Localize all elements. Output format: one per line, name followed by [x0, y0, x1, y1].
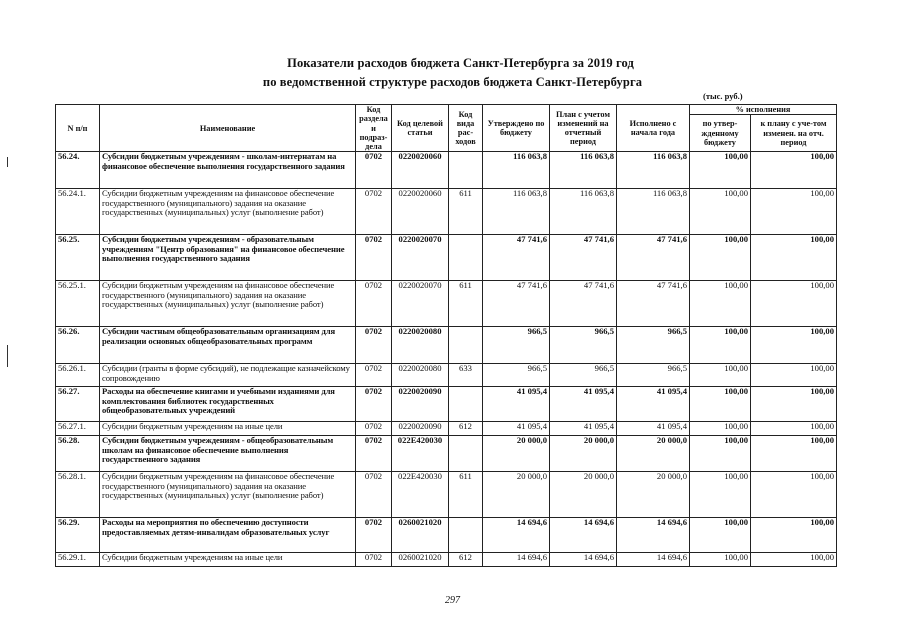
row-pct-budget: 100,00	[690, 281, 751, 327]
row-kind: 611	[449, 189, 483, 235]
header-kind: Код вида рас-ходов	[449, 105, 483, 152]
row-executed: 41 095,4	[617, 422, 690, 436]
row-pct-plan: 100,00	[751, 436, 837, 472]
header-pct-budget: по утвер-жденному бюджету	[690, 115, 751, 152]
row-plan: 116 063,8	[550, 189, 617, 235]
row-executed: 14 694,6	[617, 518, 690, 553]
row-target: 0220020070	[392, 235, 449, 281]
row-approved: 41 095,4	[483, 387, 550, 422]
header-pct: % исполнения	[690, 105, 837, 115]
row-executed: 41 095,4	[617, 387, 690, 422]
row-pct-budget: 100,00	[690, 189, 751, 235]
row-target: 0220020060	[392, 189, 449, 235]
table-row	[56, 364, 837, 387]
header-name: Наименование	[100, 105, 356, 152]
row-kind	[449, 235, 483, 281]
row-pct-budget: 100,00	[690, 436, 751, 472]
table-row	[56, 281, 837, 327]
header-section: Код раздела и подраз-дела	[356, 105, 392, 152]
header-pct-plan: к плану с уче-том изменен. на отч. период	[751, 115, 837, 152]
row-approved: 116 063,8	[483, 152, 550, 189]
row-target: 0220020060	[392, 152, 449, 189]
row-pct-budget: 100,00	[690, 235, 751, 281]
row-executed: 966,5	[617, 364, 690, 387]
table-row	[56, 436, 837, 472]
table-row	[56, 387, 837, 422]
header-plan: План с учетом изменений на отчетный период	[550, 105, 617, 152]
row-num: 56.25.	[56, 235, 100, 281]
row-kind: 612	[449, 553, 483, 567]
page-number: 297	[445, 595, 460, 606]
row-section: 0702	[356, 364, 392, 387]
row-target: 022E420030	[392, 436, 449, 472]
row-approved: 14 694,6	[483, 553, 550, 567]
row-kind: 612	[449, 422, 483, 436]
row-pct-budget: 100,00	[690, 387, 751, 422]
row-executed: 47 741,6	[617, 235, 690, 281]
row-pct-plan: 100,00	[751, 235, 837, 281]
row-plan: 14 694,6	[550, 553, 617, 567]
row-plan: 41 095,4	[550, 387, 617, 422]
units-note: (тыс. руб.)	[703, 91, 743, 101]
row-executed: 966,5	[617, 327, 690, 364]
row-kind	[449, 387, 483, 422]
row-kind	[449, 436, 483, 472]
row-plan: 966,5	[550, 364, 617, 387]
budget-table	[55, 104, 837, 567]
row-pct-plan: 100,00	[751, 281, 837, 327]
row-target: 0220020070	[392, 281, 449, 327]
table-row	[56, 472, 837, 518]
row-name: Субсидии бюджетным учреждениям на иные цели	[100, 422, 356, 436]
row-name: Расходы на обеспечение книгами и учебными изданиями для комплектования библиотек государственных общеобразовательных учреждений	[100, 387, 356, 422]
row-num: 56.29.1.	[56, 553, 100, 567]
row-num: 56.27.1.	[56, 422, 100, 436]
row-section: 0702	[356, 387, 392, 422]
row-approved: 14 694,6	[483, 518, 550, 553]
row-num: 56.26.	[56, 327, 100, 364]
row-pct-plan: 100,00	[751, 364, 837, 387]
row-approved: 20 000,0	[483, 436, 550, 472]
row-section: 0702	[356, 189, 392, 235]
row-num: 56.24.1.	[56, 189, 100, 235]
row-name: Субсидии бюджетным учреждениям - общеобразовательным школам на финансовое обеспечение выполнения государственного задания	[100, 436, 356, 472]
table-row	[56, 422, 837, 436]
row-pct-budget: 100,00	[690, 518, 751, 553]
row-name: Субсидии (гранты в форме субсидий), не подлежащие казначейскому сопровождению	[100, 364, 356, 387]
header-target: Код целевой статьи	[392, 105, 449, 152]
row-section: 0702	[356, 436, 392, 472]
margin-mark	[7, 157, 8, 167]
row-pct-plan: 100,00	[751, 387, 837, 422]
row-num: 56.28.1.	[56, 472, 100, 518]
row-executed: 14 694,6	[617, 553, 690, 567]
row-target: 0220020090	[392, 387, 449, 422]
row-approved: 116 063,8	[483, 189, 550, 235]
row-approved: 966,5	[483, 364, 550, 387]
row-executed: 47 741,6	[617, 281, 690, 327]
document-title-line-1: Показатели расходов бюджета Санкт-Петербурга за 2019 год	[287, 56, 634, 70]
table-header-row	[56, 105, 837, 115]
row-name: Субсидии бюджетным учреждениям - школам-интернатам на финансовое обеспечение выполнения государственного задания	[100, 152, 356, 189]
margin-mark	[7, 345, 8, 367]
row-section: 0702	[356, 152, 392, 189]
row-plan: 20 000,0	[550, 436, 617, 472]
row-executed: 20 000,0	[617, 472, 690, 518]
row-target: 0220020080	[392, 364, 449, 387]
row-pct-budget: 100,00	[690, 152, 751, 189]
row-pct-plan: 100,00	[751, 327, 837, 364]
row-kind	[449, 327, 483, 364]
row-target: 0220020090	[392, 422, 449, 436]
table-row	[56, 553, 837, 567]
header-executed: Исполнено с начала года	[617, 105, 690, 152]
row-num: 56.28.	[56, 436, 100, 472]
row-name: Субсидии бюджетным учреждениям на финансовое обеспечение государственного (муниципального) задания на оказание государственных (муниципальных) услуг (выполнение работ)	[100, 189, 356, 235]
row-pct-plan: 100,00	[751, 152, 837, 189]
table-row	[56, 327, 837, 364]
row-name: Субсидии бюджетным учреждениям на финансовое обеспечение государственного (муниципального) задания на оказание государственных (муниципальных) услуг (выполнение работ)	[100, 472, 356, 518]
row-num: 56.24.	[56, 152, 100, 189]
row-num: 56.27.	[56, 387, 100, 422]
row-plan: 47 741,6	[550, 235, 617, 281]
row-approved: 47 741,6	[483, 235, 550, 281]
row-kind: 611	[449, 472, 483, 518]
row-name: Субсидии частным общеобразовательным организациям для реализации основных общеобразовательных программ	[100, 327, 356, 364]
header-approved: Утверждено по бюджету	[483, 105, 550, 152]
document-title-line-2: по ведомственной структуре расходов бюджета Санкт-Петербурга	[262, 75, 643, 89]
row-approved: 20 000,0	[483, 472, 550, 518]
row-kind: 611	[449, 281, 483, 327]
row-section: 0702	[356, 235, 392, 281]
row-pct-budget: 100,00	[690, 327, 751, 364]
row-kind	[449, 518, 483, 553]
row-approved: 41 095,4	[483, 422, 550, 436]
row-target: 0260021020	[392, 518, 449, 553]
table-row	[56, 189, 837, 235]
row-name: Субсидии бюджетным учреждениям - образовательным учреждениям "Центр образования" на финансовое обеспечение выполнения государственного задания	[100, 235, 356, 281]
table-row	[56, 235, 837, 281]
row-plan: 41 095,4	[550, 422, 617, 436]
row-target: 0260021020	[392, 553, 449, 567]
table-row	[56, 518, 837, 553]
row-kind: 633	[449, 364, 483, 387]
row-executed: 116 063,8	[617, 189, 690, 235]
row-target: 022E420030	[392, 472, 449, 518]
row-target: 0220020080	[392, 327, 449, 364]
row-pct-plan: 100,00	[751, 189, 837, 235]
row-approved: 47 741,6	[483, 281, 550, 327]
row-pct-budget: 100,00	[690, 422, 751, 436]
row-section: 0702	[356, 281, 392, 327]
row-approved: 966,5	[483, 327, 550, 364]
row-pct-budget: 100,00	[690, 553, 751, 567]
row-pct-plan: 100,00	[751, 472, 837, 518]
row-section: 0702	[356, 327, 392, 364]
row-executed: 116 063,8	[617, 152, 690, 189]
row-executed: 20 000,0	[617, 436, 690, 472]
row-num: 56.26.1.	[56, 364, 100, 387]
row-plan: 20 000,0	[550, 472, 617, 518]
row-section: 0702	[356, 553, 392, 567]
row-pct-plan: 100,00	[751, 518, 837, 553]
row-name: Субсидии бюджетным учреждениям на финансовое обеспечение государственного (муниципального) задания на оказание государственных (муниципальных) услуг (выполнение работ)	[100, 281, 356, 327]
header-num: N п/п	[56, 105, 100, 152]
row-section: 0702	[356, 422, 392, 436]
row-name: Субсидии бюджетным учреждениям на иные цели	[100, 553, 356, 567]
row-plan: 47 741,6	[550, 281, 617, 327]
row-plan: 966,5	[550, 327, 617, 364]
row-num: 56.29.	[56, 518, 100, 553]
row-plan: 14 694,6	[550, 518, 617, 553]
table-row	[56, 152, 837, 189]
row-pct-plan: 100,00	[751, 553, 837, 567]
row-pct-plan: 100,00	[751, 422, 837, 436]
row-num: 56.25.1.	[56, 281, 100, 327]
row-kind	[449, 152, 483, 189]
row-plan: 116 063,8	[550, 152, 617, 189]
row-pct-budget: 100,00	[690, 364, 751, 387]
row-pct-budget: 100,00	[690, 472, 751, 518]
row-name: Расходы на мероприятия по обеспечению доступности предоставляемых детям-инвалидам образовательных услуг	[100, 518, 356, 553]
row-section: 0702	[356, 472, 392, 518]
row-section: 0702	[356, 518, 392, 553]
